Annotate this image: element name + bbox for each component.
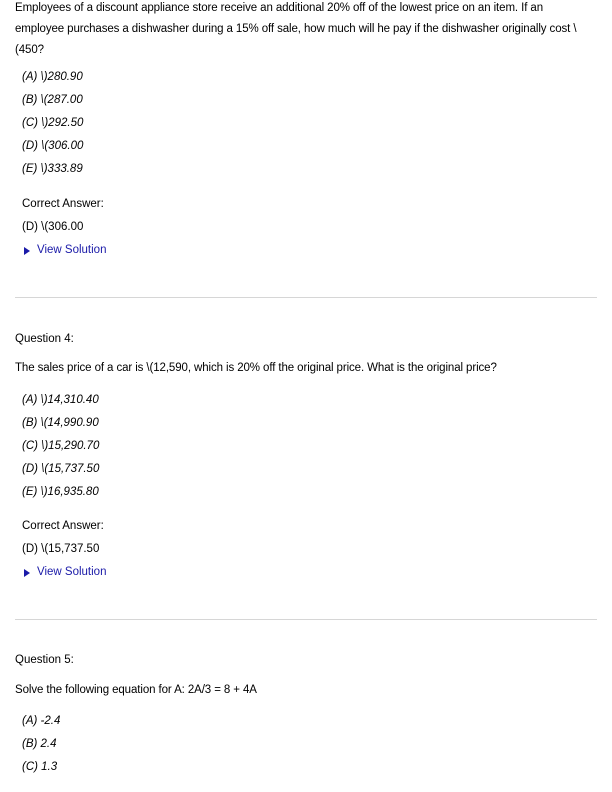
question-4-answer-block xyxy=(22,515,106,584)
question-4-option-b: (B) \(14,990.90 xyxy=(22,417,99,429)
question-5-options xyxy=(22,710,60,779)
view-solution-link[interactable] xyxy=(22,561,106,584)
question-4-option-a: (A) \)14,310.40 xyxy=(22,394,99,406)
view-solution-label: View Solution xyxy=(37,244,107,256)
divider xyxy=(15,619,597,620)
question-3-option-c: (C) \)292.50 xyxy=(22,117,84,129)
question-5-option-a: (A) -2.4 xyxy=(22,715,61,727)
question-3-answer-block xyxy=(22,193,106,262)
question-4-option-c: (C) \)15,290.70 xyxy=(22,440,100,452)
question-3-option-d: (D) \(306.00 xyxy=(22,140,84,152)
correct-answer-value: (D) \(15,737.50 xyxy=(22,543,100,555)
question-4-heading: Question 4: xyxy=(15,333,74,345)
question-3-options xyxy=(22,66,83,181)
question-4-options xyxy=(22,389,99,504)
correct-answer-label: Correct Answer: xyxy=(22,520,104,532)
question-3-text: Employees of a discount appliance store receive an additional 20% off of the lowest price on an item. If an employee purchases a dishwasher during a 15% off sale, how much will he pay if the dishwasher originally cost \(450? xyxy=(15,2,577,56)
question-5-option-c: (C) 1.3 xyxy=(22,761,58,773)
question-3-option-e: (E) \)333.89 xyxy=(22,163,83,175)
question-4-text: The sales price of a car is \(12,590, which is 20% off the original price. What is the original price? xyxy=(15,362,497,374)
expand-triangle-icon xyxy=(24,569,30,577)
question-3-option-b: (B) \(287.00 xyxy=(22,94,83,106)
view-solution-label: View Solution xyxy=(37,566,107,578)
correct-answer-value: (D) \(306.00 xyxy=(22,221,84,233)
correct-answer-label: Correct Answer: xyxy=(22,198,104,210)
question-3-option-a: (A) \)280.90 xyxy=(22,71,83,83)
expand-triangle-icon xyxy=(24,247,30,255)
question-5-option-b: (B) 2.4 xyxy=(22,738,57,750)
view-solution-link[interactable] xyxy=(22,239,106,262)
question-4-option-e: (E) \)16,935.80 xyxy=(22,486,99,498)
question-4-option-d: (D) \(15,737.50 xyxy=(22,463,100,475)
question-5-text: Solve the following equation for A: 2A/3 = 8 + 4A xyxy=(15,684,257,696)
question-5-heading: Question 5: xyxy=(15,654,74,666)
divider xyxy=(15,297,597,298)
